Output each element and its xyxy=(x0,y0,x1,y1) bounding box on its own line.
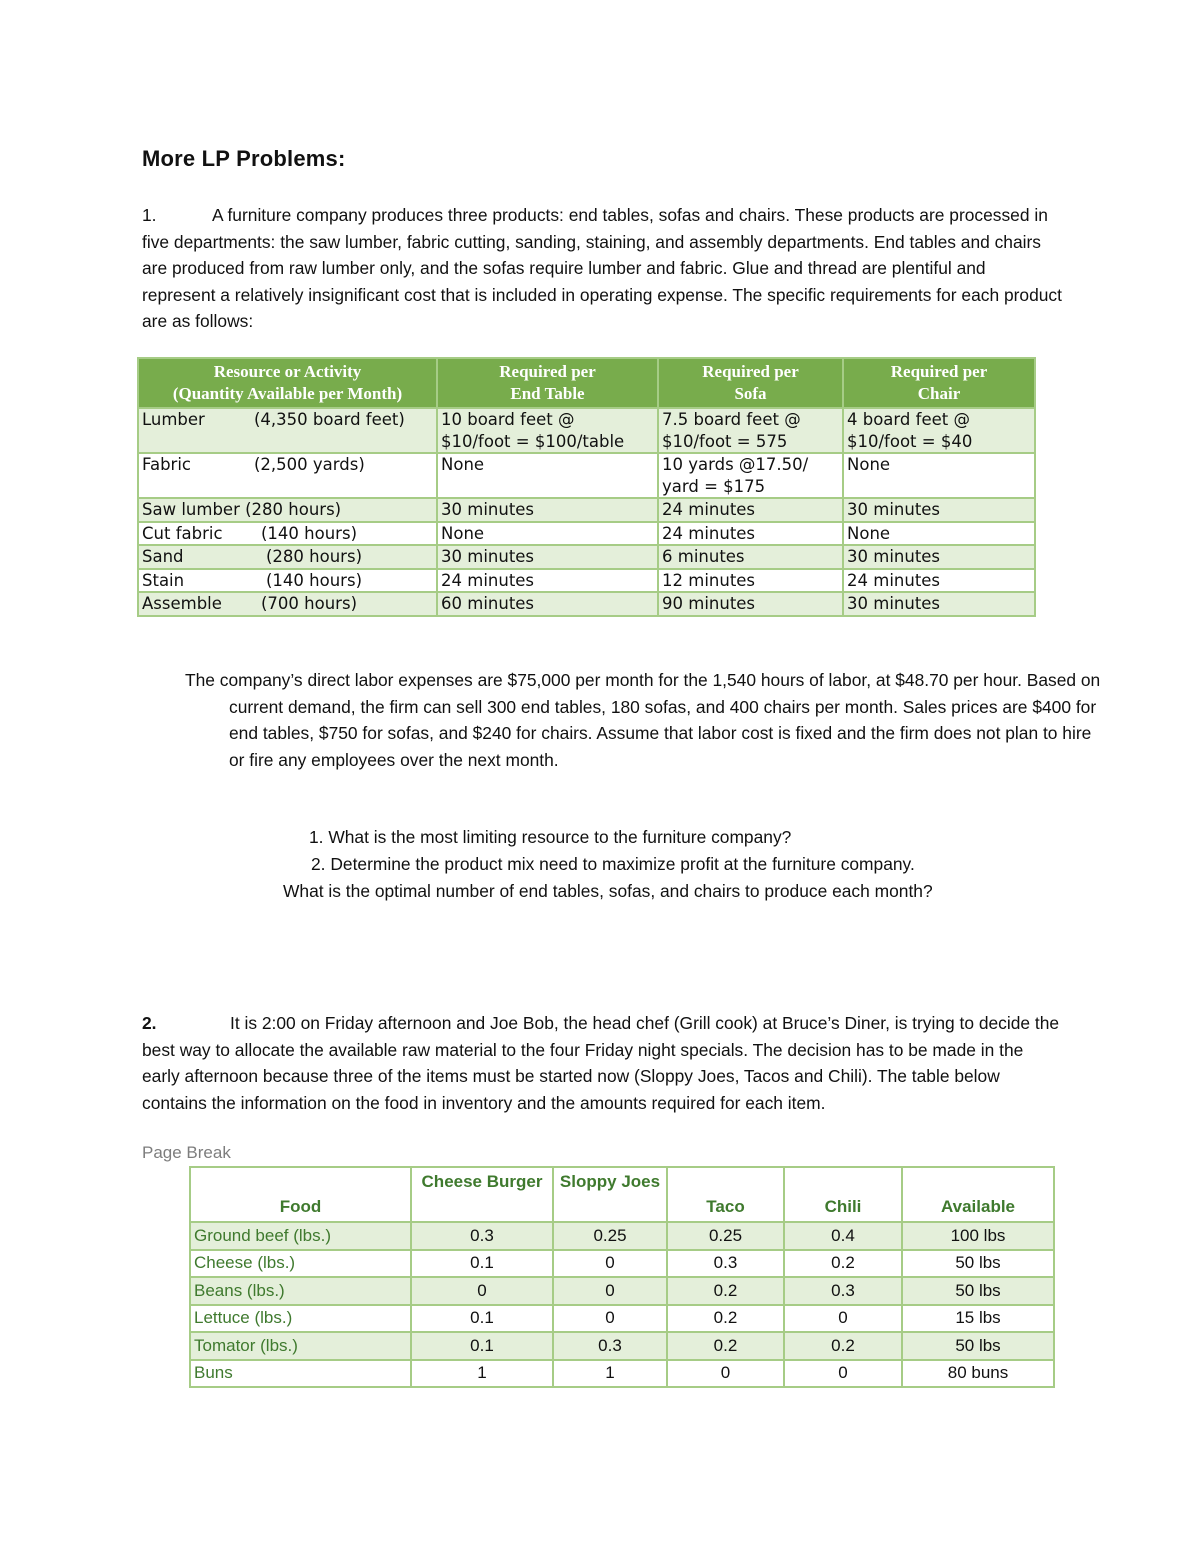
end-table-cell: None xyxy=(437,453,658,498)
table-row xyxy=(190,1360,1054,1388)
sloppy-joes-cell: 0 xyxy=(553,1305,667,1333)
question-1: 1. What is the most limiting resource to the furniture company? xyxy=(309,827,792,847)
food-inventory-table xyxy=(189,1166,1055,1388)
problem2-intro xyxy=(142,1010,1062,1116)
sofa-cell: 24 minutes xyxy=(658,522,843,546)
table-row xyxy=(138,522,1035,546)
table-row xyxy=(138,545,1035,569)
problem2-intro-text: It is 2:00 on Friday afternoon and Joe Bob, the head chef (Grill cook) at Bruce’s Diner, is trying to decide the best way to allocate the available raw material to the four Friday night specials. The decision has to be made in the early afternoon because three of the items must be started now (Sloppy Joes, Tacos and Chili). The table below contains the information on the food in inventory and the amounts required for each item. xyxy=(142,1013,1060,1113)
table-row xyxy=(190,1250,1054,1278)
resource-cell: Assemble (700 hours) xyxy=(138,592,437,616)
table-row xyxy=(138,453,1035,498)
chili-cell: 0 xyxy=(784,1360,902,1388)
cheese-burger-cell: 1 xyxy=(411,1360,553,1388)
header-cheese-burger: Cheese Burger xyxy=(411,1167,553,1222)
resource-cell: Lumber (4,350 board feet) xyxy=(138,408,437,453)
end-table-cell: 30 minutes xyxy=(437,498,658,522)
available-cell: 100 lbs xyxy=(902,1222,1054,1250)
sofa-cell: 10 yards @17.50/ yard = $175 xyxy=(658,453,843,498)
table-row xyxy=(190,1277,1054,1305)
sofa-cell: 24 minutes xyxy=(658,498,843,522)
table-row xyxy=(138,569,1035,593)
header-sofa: Required per Sofa xyxy=(658,358,843,408)
chair-cell: 30 minutes xyxy=(843,498,1035,522)
taco-cell: 0.2 xyxy=(667,1305,784,1333)
food-name-cell: Beans (lbs.) xyxy=(190,1277,411,1305)
chair-cell: None xyxy=(843,522,1035,546)
sofa-cell: 90 minutes xyxy=(658,592,843,616)
header-chair: Required per Chair xyxy=(843,358,1035,408)
sloppy-joes-cell: 1 xyxy=(553,1360,667,1388)
table-row xyxy=(138,498,1035,522)
document-title: More LP Problems: xyxy=(142,146,346,171)
chair-cell: None xyxy=(843,453,1035,498)
chili-cell: 0.2 xyxy=(784,1332,902,1360)
end-table-cell: 10 board feet @ $10/foot = $100/table xyxy=(437,408,658,453)
problem1-number: 1. xyxy=(142,205,157,225)
resource-cell: Cut fabric (140 hours) xyxy=(138,522,437,546)
chair-cell: 30 minutes xyxy=(843,545,1035,569)
question-2-continued: What is the optimal number of end tables, sofas, and chairs to produce each month? xyxy=(283,881,933,901)
available-cell: 50 lbs xyxy=(902,1332,1054,1360)
taco-cell: 0 xyxy=(667,1360,784,1388)
end-table-cell: 24 minutes xyxy=(437,569,658,593)
sloppy-joes-cell: 0.3 xyxy=(553,1332,667,1360)
sofa-cell: 12 minutes xyxy=(658,569,843,593)
end-table-cell: 60 minutes xyxy=(437,592,658,616)
header-end-table: Required per End Table xyxy=(437,358,658,408)
header-taco: Taco xyxy=(667,1167,784,1222)
available-cell: 15 lbs xyxy=(902,1305,1054,1333)
resource-cell: Sand (280 hours) xyxy=(138,545,437,569)
header-sloppy-joes: Sloppy Joes xyxy=(553,1167,667,1222)
sloppy-joes-cell: 0 xyxy=(553,1277,667,1305)
table-row xyxy=(190,1332,1054,1360)
header-available: Available xyxy=(902,1167,1054,1222)
sofa-cell: 7.5 board feet @ $10/foot = 575 xyxy=(658,408,843,453)
sofa-cell: 6 minutes xyxy=(658,545,843,569)
furniture-requirements-table xyxy=(137,357,1036,617)
taco-cell: 0.25 xyxy=(667,1222,784,1250)
food-name-cell: Buns xyxy=(190,1360,411,1388)
header-chili: Chili xyxy=(784,1167,902,1222)
taco-cell: 0.2 xyxy=(667,1277,784,1305)
table-header-row xyxy=(138,358,1035,408)
chili-cell: 0.4 xyxy=(784,1222,902,1250)
chair-cell: 24 minutes xyxy=(843,569,1035,593)
available-cell: 50 lbs xyxy=(902,1250,1054,1278)
cheese-burger-cell: 0.3 xyxy=(411,1222,553,1250)
table-header-row xyxy=(190,1167,1054,1222)
question-2: 2. Determine the product mix need to maximize profit at the furniture company. xyxy=(311,854,915,874)
cheese-burger-cell: 0.1 xyxy=(411,1250,553,1278)
end-table-cell: 30 minutes xyxy=(437,545,658,569)
sloppy-joes-cell: 0 xyxy=(553,1250,667,1278)
chili-cell: 0 xyxy=(784,1305,902,1333)
header-food: Food xyxy=(190,1167,411,1222)
food-name-cell: Tomator (lbs.) xyxy=(190,1332,411,1360)
end-table-cell: None xyxy=(437,522,658,546)
resource-cell: Saw lumber (280 hours) xyxy=(138,498,437,522)
taco-cell: 0.3 xyxy=(667,1250,784,1278)
chair-cell: 30 minutes xyxy=(843,592,1035,616)
food-name-cell: Lettuce (lbs.) xyxy=(190,1305,411,1333)
problem1-intro xyxy=(142,202,1062,335)
chili-cell: 0.2 xyxy=(784,1250,902,1278)
problem1-intro-text: A furniture company produces three products: end tables, sofas and chairs. These products are processed in five departments: the saw lumber, fabric cutting, sanding, staining, and assembly departments. End tables and chairs are produced from raw lumber only, and the sofas require lumber and fabric. Glue and thread are plentiful and represent a relatively insignificant cost that is included in operating expense. The specific requirements for each product are as follows: xyxy=(142,205,1062,331)
page-break-label: Page Break xyxy=(142,1143,231,1162)
problem2-number: 2. xyxy=(142,1013,157,1033)
labor-expenses-paragraph: The company’s direct labor expenses are $75,000 per month for the 1,540 hours of labor, at $48.70 per hour. Based on current demand, the firm can sell 300 end tables, 180 sofas, and 400 chairs per month. Sales prices are $400 for end tables, $750 for sofas, and $240 for chairs. Assume that labor cost is fixed and the firm does not plan to hire or fire any employees over the next month. xyxy=(185,670,1101,770)
table-row xyxy=(138,592,1035,616)
table-row xyxy=(190,1222,1054,1250)
food-name-cell: Cheese (lbs.) xyxy=(190,1250,411,1278)
table-row xyxy=(190,1305,1054,1333)
cheese-burger-cell: 0.1 xyxy=(411,1332,553,1360)
available-cell: 50 lbs xyxy=(902,1277,1054,1305)
resource-cell: Fabric (2,500 yards) xyxy=(138,453,437,498)
cheese-burger-cell: 0.1 xyxy=(411,1305,553,1333)
cheese-burger-cell: 0 xyxy=(411,1277,553,1305)
available-cell: 80 buns xyxy=(902,1360,1054,1388)
chili-cell: 0.3 xyxy=(784,1277,902,1305)
sloppy-joes-cell: 0.25 xyxy=(553,1222,667,1250)
resource-cell: Stain (140 hours) xyxy=(138,569,437,593)
food-name-cell: Ground beef (lbs.) xyxy=(190,1222,411,1250)
header-resource: Resource or Activity (Quantity Available per Month) xyxy=(138,358,437,408)
taco-cell: 0.2 xyxy=(667,1332,784,1360)
table-row xyxy=(138,408,1035,453)
chair-cell: 4 board feet @ $10/foot = $40 xyxy=(843,408,1035,453)
